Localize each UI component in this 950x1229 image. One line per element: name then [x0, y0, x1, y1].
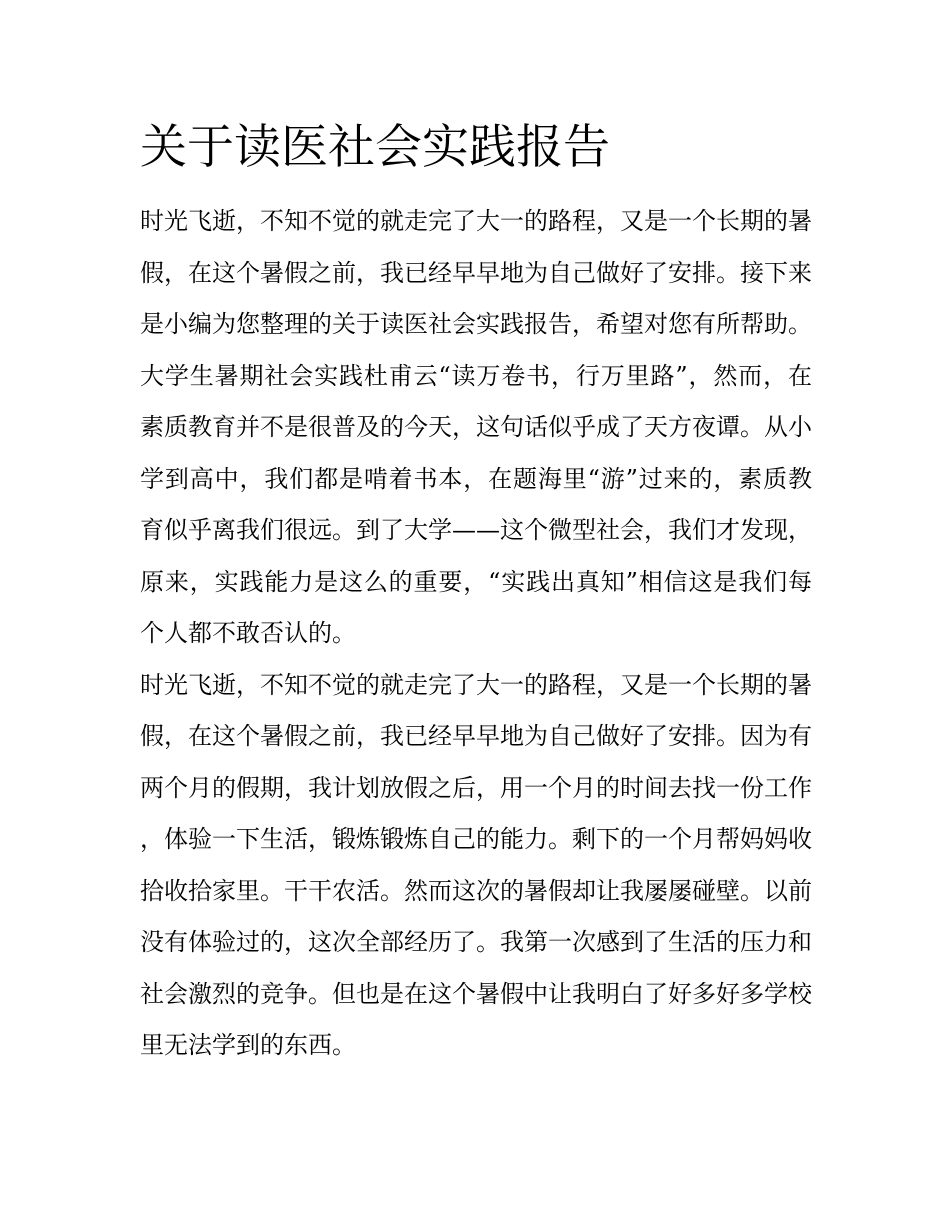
paragraph-practice: 大学生暑期社会实践杜甫云“读万卷书，行万里路”，然而，在素质教育并不是很普及的今天，这句话似乎成了天方夜谭。从小学到高中，我们都是啃着书本，在题海里“游”过来的，素质教育似乎离我们很远。到了大学——这个微型社会，我们才发现，原来，实践能力是这么的重要，“实践出真知”相信这是我们每个人都不敢否认的。	[140, 361, 812, 647]
document-title: 关于读医社会实践报告	[140, 120, 610, 175]
paragraph-intro: 时光飞逝，不知不觉的就走完了大一的路程，又是一个长期的暑假，在这个暑假之前，我已经早早地为自己做好了安排。接下来是小编为您整理的关于读医社会实践报告，希望对您有所帮助。	[140, 207, 812, 338]
document-body	[140, 196, 812, 1072]
paragraph-summer: 时光飞逝，不知不觉的就走完了大一的路程，又是一个长期的暑假，在这个暑假之前，我已经早早地为自己做好了安排。因为有两个月的假期，我计划放假之后，用一个月的时间去找一份工作，体验一下生活，锻炼锻炼自己的能力。剩下的一个月帮妈妈收拾收拾家里。干干农活。然而这次的暑假却让我屡屡碰壁。以前没有体验过的，这次全部经历了。我第一次感到了生活的压力和社会激烈的竞争。但也是在这个暑假中让我明白了好多好多学校里无法学到的东西。	[140, 670, 812, 1059]
